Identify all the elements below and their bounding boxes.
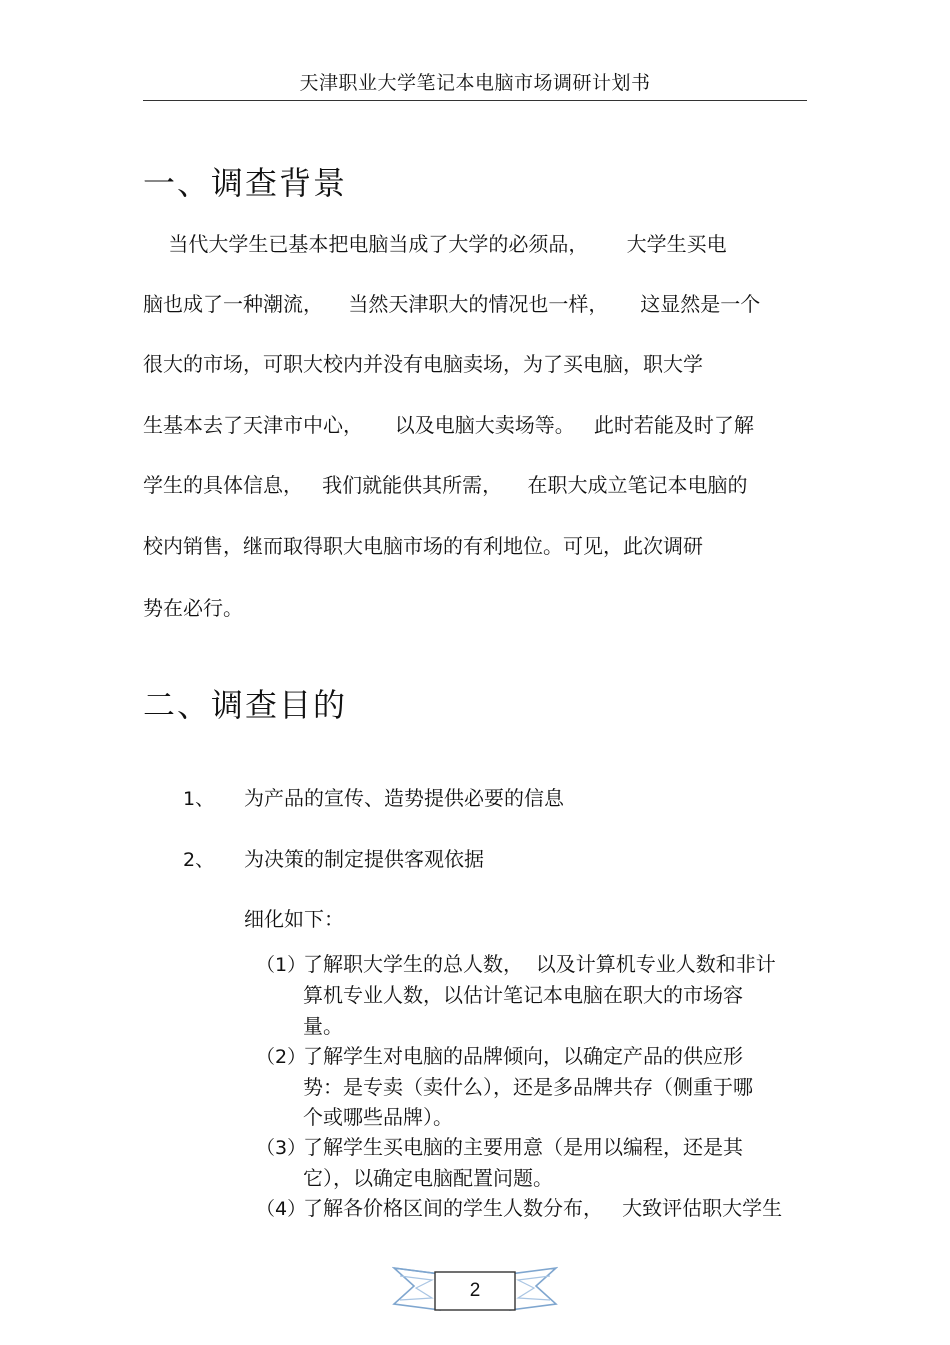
sub-item-line: 了解学生对电脑的品牌倾向，以确定产品的供应形 xyxy=(303,1044,743,1068)
list-item-text: 为决策的制定提供客观依据 xyxy=(244,847,484,871)
paragraph-line: 势在必行。 xyxy=(143,596,243,620)
sub-item-line: 了解学生买电脑的主要用意（是用以编程，还是其 xyxy=(303,1135,743,1159)
section-heading-background: 一、调查背景 xyxy=(143,164,348,202)
sub-item-line: 算机专业人数，以估计笔记本电脑在职大的市场容 xyxy=(303,983,743,1007)
paragraph-line: 校内销售，继而取得职大电脑市场的有利地位。可见，此次调研 xyxy=(143,534,703,558)
detail-intro: 细化如下： xyxy=(244,907,344,931)
paragraph-line: 当代大学生已基本把电脑当成了大学的必须品， 大学生买电 xyxy=(143,232,727,256)
sub-item-line: 了解职大学生的总人数， 以及计算机专业人数和非计 xyxy=(303,952,776,976)
list-item-text: 为产品的宣传、造势提供必要的信息 xyxy=(244,786,564,810)
sub-item-line: 量。 xyxy=(303,1014,343,1038)
sub-item-number: （1） xyxy=(256,954,307,976)
sub-item-line: 个或哪些品牌）。 xyxy=(303,1105,453,1129)
paragraph-line: 生基本去了天津市中心， 以及电脑大卖场等。 此时若能及时了解 xyxy=(143,413,754,437)
sub-item-number: （4） xyxy=(256,1198,307,1220)
sub-item-line: 它），以确定电脑配置问题。 xyxy=(303,1166,553,1190)
paragraph-line: 学生的具体信息， 我们就能供其所需， 在职大成立笔记本电脑的 xyxy=(143,473,748,497)
sub-item-line: 势：是专卖（卖什么），还是多品牌共存（侧重于哪 xyxy=(303,1075,753,1099)
page-number: 2 xyxy=(469,1280,481,1301)
paragraph-line: 脑也成了一种潮流， 当然天津职大的情况也一样， 这显然是一个 xyxy=(143,292,761,316)
sub-item-number: （2） xyxy=(256,1046,307,1068)
section-heading-purpose: 二、调查目的 xyxy=(143,686,348,724)
page-header: 天津职业大学笔记本电脑市场调研计划书 xyxy=(143,68,807,101)
list-number: 1、 xyxy=(183,788,215,810)
list-number: 2、 xyxy=(183,849,215,871)
sub-item-number: （3） xyxy=(256,1137,307,1159)
sub-item-line: 了解各价格区间的学生人数分布， 大致评估职大学生 xyxy=(303,1196,783,1220)
paragraph-line: 很大的市场，可职大校内并没有电脑卖场，为了买电脑，职大学 xyxy=(143,352,703,376)
